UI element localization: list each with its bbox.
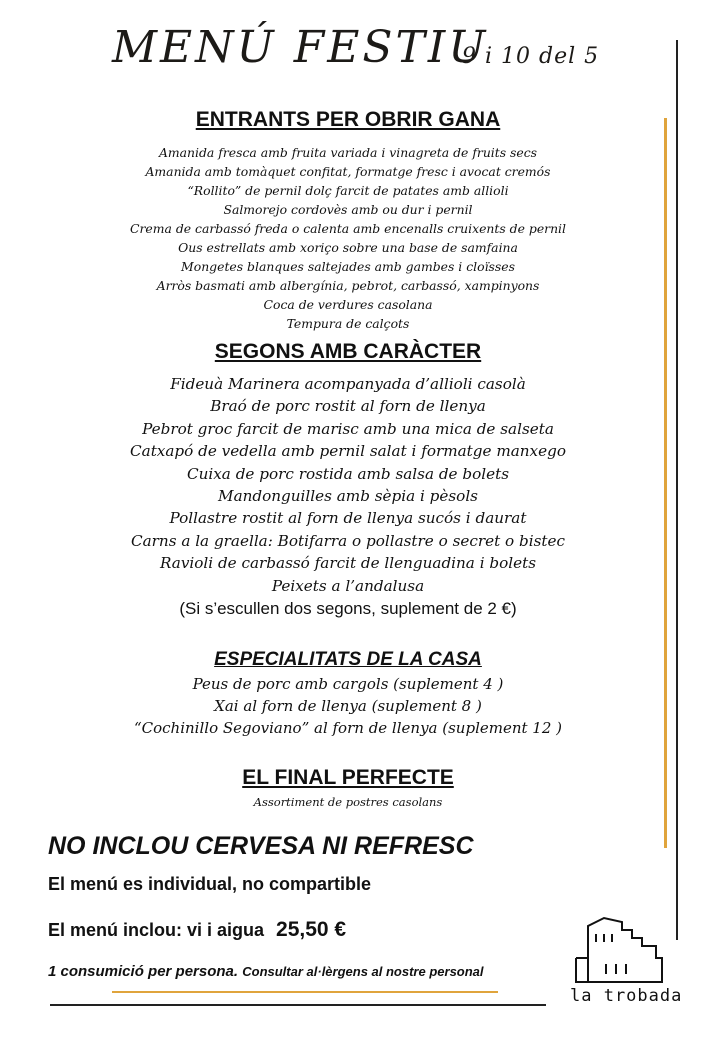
list-item: Catxapó de vedella amb pernil salat i formatge manxego bbox=[130, 442, 566, 461]
footer-divider-black bbox=[50, 1004, 546, 1006]
list-item: Mongetes blanques saltejades amb gambes i cloïsses bbox=[181, 259, 515, 274]
especialitats-list bbox=[40, 673, 656, 739]
no-inclou-notice: NO INCLOU CERVESA NI REFRESC bbox=[48, 832, 474, 860]
segons-supplement-note: (Si s’escullen dos segons, suplement de 2 €) bbox=[179, 599, 517, 619]
list-item: Coca de verdures casolana bbox=[263, 297, 433, 312]
logo-text: la trobada bbox=[570, 986, 683, 1006]
list-item: Ravioli de carbassó farcit de llenguadina i bolets bbox=[159, 554, 536, 573]
list-item: Carns a la graella: Botifarra o pollastre o secret o bistec bbox=[130, 531, 565, 550]
especialitats-heading: ESPECIALITATS DE LA CASA bbox=[214, 649, 482, 670]
list-item: Amanida amb tomàquet confitat, formatge fresc i avocat cremós bbox=[145, 164, 551, 179]
final-heading: EL FINAL PERFECTE bbox=[242, 766, 454, 789]
list-item: Salmorejo cordovès amb ou dur i pernil bbox=[223, 202, 473, 217]
menu-price: 25,50 € bbox=[276, 918, 347, 941]
list-item: Arròs basmati amb albergínia, pebrot, carbassó, xampinyons bbox=[156, 278, 540, 293]
list-item: Peixets a l’andalusa bbox=[271, 576, 425, 595]
individual-notice: El menú es individual, no compartible bbox=[48, 874, 372, 894]
list-item: Mandonguilles amb sèpia i pèsols bbox=[218, 487, 478, 506]
list-item: Crema de carbassó freda o calenta amb encenalls cruixents de pernil bbox=[130, 221, 566, 236]
list-item: Ous estrellats amb xoriço sobre una base de samfaina bbox=[178, 240, 518, 255]
list-item: “Cochinillo Segoviano” al forn de llenya (suplement 12 ) bbox=[133, 719, 563, 737]
segons-list bbox=[40, 373, 656, 597]
list-item: Fideuà Marinera acompanyada d’allioli casolà bbox=[170, 375, 526, 393]
list-item: Pebrot groc farcit de marisc amb una mica de salseta bbox=[142, 419, 554, 438]
list-item: Cuixa de porc rostida amb salsa de bolets bbox=[186, 464, 509, 483]
section-especialitats bbox=[40, 647, 656, 739]
menu-title: MENÚ FESTIU bbox=[112, 22, 489, 73]
section-final bbox=[40, 765, 656, 810]
list-item: Braó de porc rostit al forn de llenya bbox=[210, 397, 486, 416]
menu-date: 9 i 10 del 5 bbox=[462, 44, 600, 69]
list-item: “Rollito” de pernil dolç farcit de patates amb allioli bbox=[187, 183, 509, 198]
inclou-line bbox=[48, 918, 346, 942]
final-text: Assortiment de postres casolans bbox=[253, 795, 443, 809]
consumicio-line bbox=[48, 963, 484, 980]
alergens-text: Consultar al·lèrgens al nostre personal bbox=[242, 964, 484, 979]
segons-heading: SEGONS AMB CARÀCTER bbox=[214, 340, 482, 363]
right-divider-gold bbox=[664, 118, 667, 848]
list-item: Pollastre rostit al forn de llenya sucós i daurat bbox=[169, 509, 527, 528]
list-item: Amanida fresca amb fruita variada i vinagreta de fruits secs bbox=[158, 145, 538, 160]
section-entrants bbox=[40, 107, 656, 333]
right-divider-black bbox=[676, 40, 678, 940]
list-item: Tempura de calçots bbox=[286, 316, 410, 331]
list-item: Xai al forn de llenya (suplement 8 ) bbox=[214, 697, 482, 715]
list-item: Peus de porc amb cargols (suplement 4 ) bbox=[192, 675, 504, 693]
footer-divider-gold bbox=[112, 991, 498, 993]
section-segons bbox=[40, 339, 656, 621]
entrants-heading: ENTRANTS PER OBRIR GANA bbox=[195, 108, 501, 131]
consumicio-text: 1 consumició per persona. bbox=[48, 963, 239, 980]
entrants-list bbox=[40, 143, 656, 333]
inclou-label: El menú inclou: vi i aigua bbox=[48, 920, 265, 940]
